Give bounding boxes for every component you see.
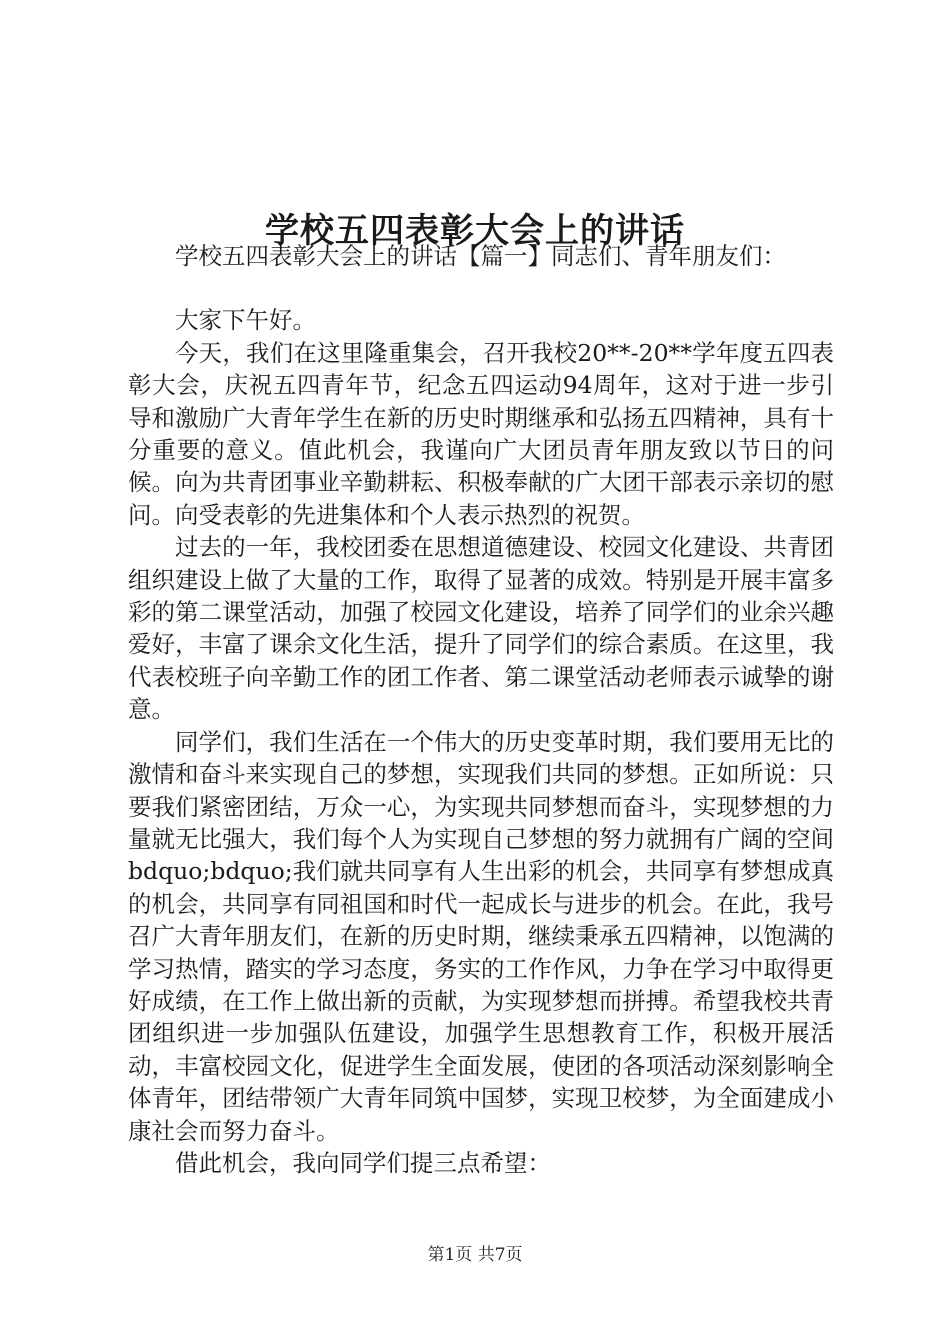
paragraph-past-year: 过去的一年，我校团委在思想道德建设、校园文化建设、共青团组织建设上做了大量的工作，取得了显著的成效。特别是开展丰富多彩的第二课堂活动，加强了校园文化建设，培养了同学们的业余兴趣爱好，丰富了课余文化生活，提升了同学们的综合素质。在这里，我代表校班子向辛勤工作的团工作者、第二课堂活动老师表示诚挚的谢意。	[128, 533, 834, 724]
document-title: 学校五四表彰大会上的讲话	[265, 210, 685, 251]
paragraph-today: 今天，我们在这里隆重集会，召开我校20**-20**学年度五四表彰大会，庆祝五四青年节，纪念五四运动94周年，这对于进一步引导和激励广大青年学生在新的历史时期继承和弘扬五四精神，具有十分重要的意义。值此机会，我谨向广大团员青年朋友致以节日的问候。向为共青团事业辛勤耕耘、积极奉献的广大团干部表示亲切的慰问。向受表彰的先进集体和个人表示热烈的祝贺。	[128, 338, 834, 529]
paragraph-hopes: 借此机会，我向同学们提三点希望：	[175, 1148, 551, 1177]
paragraph-students: 同学们，我们生活在一个伟大的历史变革时期，我们要用无比的激情和奋斗来实现自己的梦想，实现我们共同的梦想。正如所说：只要我们紧密团结，万众一心，为实现共同梦想而奋斗，实现梦想的力量就无比强大，我们每个人为实现自己梦想的努力就拥有广阔的空间bdquo;bdquo;我们就共同享有人生出彩的机会，共同享有梦想成真的机会，共同享有同祖国和时代一起成长与进步的机会。在此，我号召广大青年朋友们，在新的历史时期，继续秉承五四精神，以饱满的学习热情，踏实的学习态度，务实的工作作风，力争在学习中取得更好成绩，在工作上做出新的贡献，为实现梦想而拼搏。希望我校共青团组织进一步加强队伍建设，加强学生思想教育工作，积极开展活动，丰富校园文化，促进学生全面发展，使团的各项活动深刻影响全体青年，团结带领广大青年同筑中国梦，实现卫校梦，为全面建成小康社会而努力奋斗。	[128, 727, 834, 1145]
page-number: 第1页 共7页	[427, 1245, 523, 1265]
paragraph-opening: 学校五四表彰大会上的讲话【篇一】同志们、青年朋友们：	[175, 242, 786, 270]
document-body	[128, 240, 834, 1179]
paragraph-greeting: 大家下午好。	[175, 306, 316, 335]
